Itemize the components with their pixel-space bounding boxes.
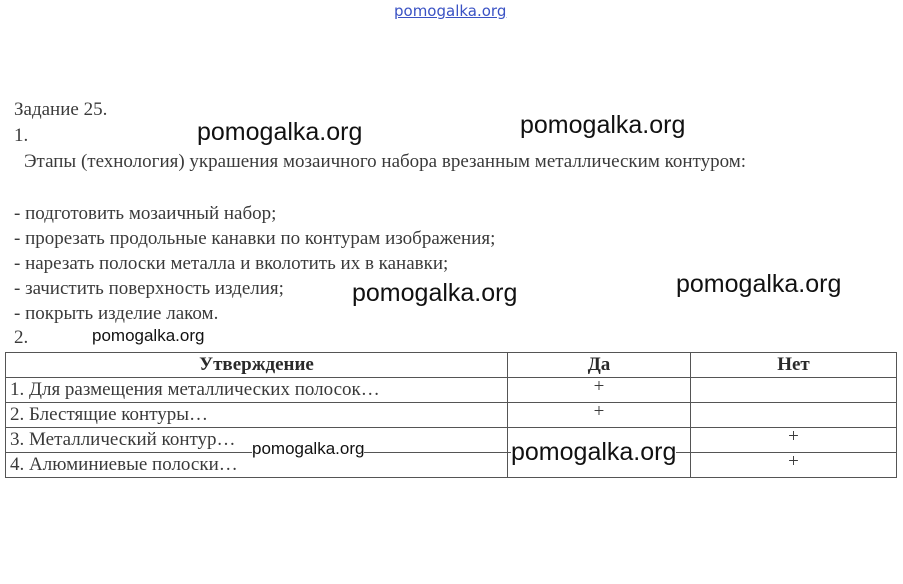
watermark: pomogalka.org — [352, 279, 518, 307]
intro-text: Этапы (технология) украшения мозаичного набора врезанным металлическим контуром: — [24, 151, 747, 172]
yes-cell: + — [508, 378, 691, 403]
table-row — [6, 403, 897, 428]
step-item: - подготовить мозаичный набор; — [14, 203, 277, 224]
statement-cell: 1. Для размещения металлических полосок… — [6, 378, 508, 403]
step-item: - прорезать продольные канавки по контурам изображения; — [14, 228, 496, 249]
no-cell — [691, 403, 897, 428]
yes-cell: + — [508, 403, 691, 428]
header-statement: Утверждение — [6, 353, 508, 378]
table-row — [6, 378, 897, 403]
header-watermark-link[interactable]: pomogalka.org — [394, 2, 507, 20]
no-cell — [691, 378, 897, 403]
watermark: pomogalka.org — [520, 111, 686, 139]
table-row — [6, 453, 897, 478]
step-item: - зачистить поверхность изделия; — [14, 278, 284, 299]
watermark: pomogalka.org — [92, 326, 205, 345]
watermark: pomogalka.org — [511, 438, 677, 466]
part1-number: 1. — [14, 125, 29, 146]
header-no: Нет — [691, 353, 897, 378]
watermark: pomogalka.org — [252, 439, 365, 458]
statement-cell: 3. Металлический контур… — [6, 428, 508, 453]
watermark: pomogalka.org — [197, 118, 363, 146]
table-row — [6, 428, 897, 453]
table-header-row — [6, 353, 897, 378]
watermark: pomogalka.org — [676, 270, 842, 298]
no-cell: + — [691, 428, 897, 453]
task-title: Задание 25. — [14, 99, 108, 120]
step-item: - нарезать полоски металла и вколотить их в канавки; — [14, 253, 449, 274]
answers-table — [5, 352, 897, 478]
statement-cell: 4. Алюминиевые полоски… — [6, 453, 508, 478]
statement-cell: 2. Блестящие контуры… — [6, 403, 508, 428]
part2-number: 2. — [14, 327, 29, 348]
header-yes: Да — [508, 353, 691, 378]
no-cell: + — [691, 453, 897, 478]
step-item: - покрыть изделие лаком. — [14, 303, 219, 324]
